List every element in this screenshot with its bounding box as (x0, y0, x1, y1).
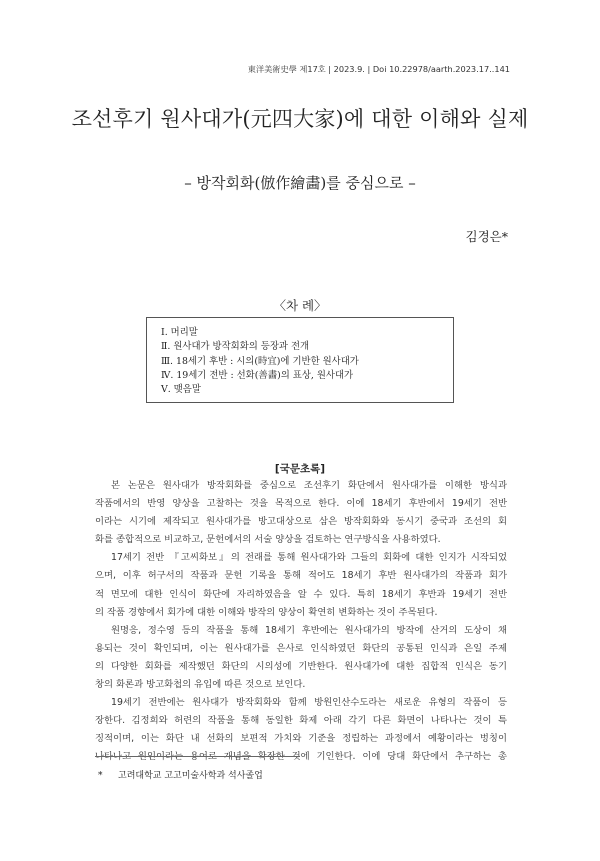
abstract-line: 창의 화론과 방고화첩의 유입에 따른 것으로 보인다. (95, 679, 306, 691)
toc-item: Ⅱ. 원사대가 방작회화의 등장과 전개 (161, 341, 310, 353)
abstract-line: 적 면모에 대한 인식이 화단에 자리하였음을 알 수 있다. 특히 18세기 후반과 19세기 전반 (95, 588, 507, 600)
toc-item: Ⅳ. 19세기 전반 : 선화(善畵)의 표상, 원사대가 (161, 369, 354, 381)
abstract-line: 징적이며, 이는 화단 내 선화의 보편적 가치와 기준을 정립하는 과정에서 예황이라는 벙칭이 (95, 733, 507, 745)
abstract-line: 장한다. 김정희와 허련의 작품을 통해 동일한 화제 아래 각기 다른 화면이 나타나는 것이 특 (95, 715, 507, 727)
footnote-divider (95, 756, 300, 757)
abstract-line: 으며, 이후 허구서의 작품과 문헌 기록을 통해 적어도 18세기 후반 원사대가의 작품과 회가 (95, 570, 507, 582)
journal-header: 東洋美術史學 제17호 | 2023.9. | Doi 10.22978/aarth.2023.17..141 (247, 64, 510, 74)
abstract-line: 본 논문은 원사대가 방작회화를 중심으로 조선후기 화단에서 원사대가를 이해한 방식과 (111, 480, 507, 491)
abstract-heading: [국문초록] (274, 463, 326, 475)
abstract-line: 원명응, 정수영 등의 작품을 통해 18세기 후반에는 원사대가의 방작에 산거의 도상이 채 (111, 624, 507, 636)
toc-item: Ⅰ. 머리말 (161, 327, 198, 338)
abstract-line: 나타나고 원인이라는 용어로 개념을 확장한 것에 기인한다. 이에 당대 화단에서 추구하는 총 (95, 751, 507, 763)
abstract-line: 이라는 시기에 제작되고 원사대가를 방고대상으로 삼은 방작회화와 동시기 중국과 조선의 회 (95, 516, 507, 528)
table-of-contents (146, 317, 454, 403)
toc-heading: 〈차 례〉 (273, 298, 327, 313)
footnote-text: 고려대학교 고고미술사학과 석사졸업 (118, 771, 263, 781)
toc-item: Ⅲ. 18세기 후반 : 시의(時宜)에 기반한 원사대가 (161, 355, 359, 367)
abstract-body (95, 477, 507, 767)
paper-subtitle: – 방작회화(倣作繪畵)를 중심으로 – (184, 174, 416, 192)
toc-item: Ⅴ. 맺음말 (161, 384, 201, 396)
footnote-mark: * (98, 771, 103, 781)
abstract-line: 작품에서의 반영 양상을 고찰하는 것을 목적으로 한다. 이에 18세기 후반에서 19세기 전반 (95, 498, 507, 510)
abstract-line: 의 다양한 회화를 제작했던 화단의 시의성에 기반한다. 원사대가에 대한 집합적 인식은 동기 (95, 660, 507, 672)
paper-title: 조선후기 원사대가(元四大家)에 대한 이해와 실제 (71, 107, 529, 131)
abstract-line: 17세기 전반 『고씨화보』의 전래를 통해 원사대가와 그들의 회화에 대한 인지가 시작되었 (111, 552, 507, 564)
abstract-line: 화를 종합적으로 비교하고, 문헌에서의 서술 양상을 검토하는 연구방식을 사용하였다. (95, 534, 441, 546)
author-name: 김경은* (465, 229, 508, 244)
abstract-line: 용되는 것이 확인되며, 이는 원사대가를 은사로 인식하였던 화단의 공통된 인식과 은일 주제 (95, 642, 507, 654)
footnote (98, 768, 263, 781)
abstract-line: 의 작품 경향에서 회가에 대한 이해와 방작의 양상이 확연히 변화하는 것이 주목된다. (95, 606, 438, 618)
abstract-line: 19세기 전반에는 원사대가 방작회화와 함께 방원인산수도라는 새로운 유형의 작품이 등 (111, 697, 507, 709)
